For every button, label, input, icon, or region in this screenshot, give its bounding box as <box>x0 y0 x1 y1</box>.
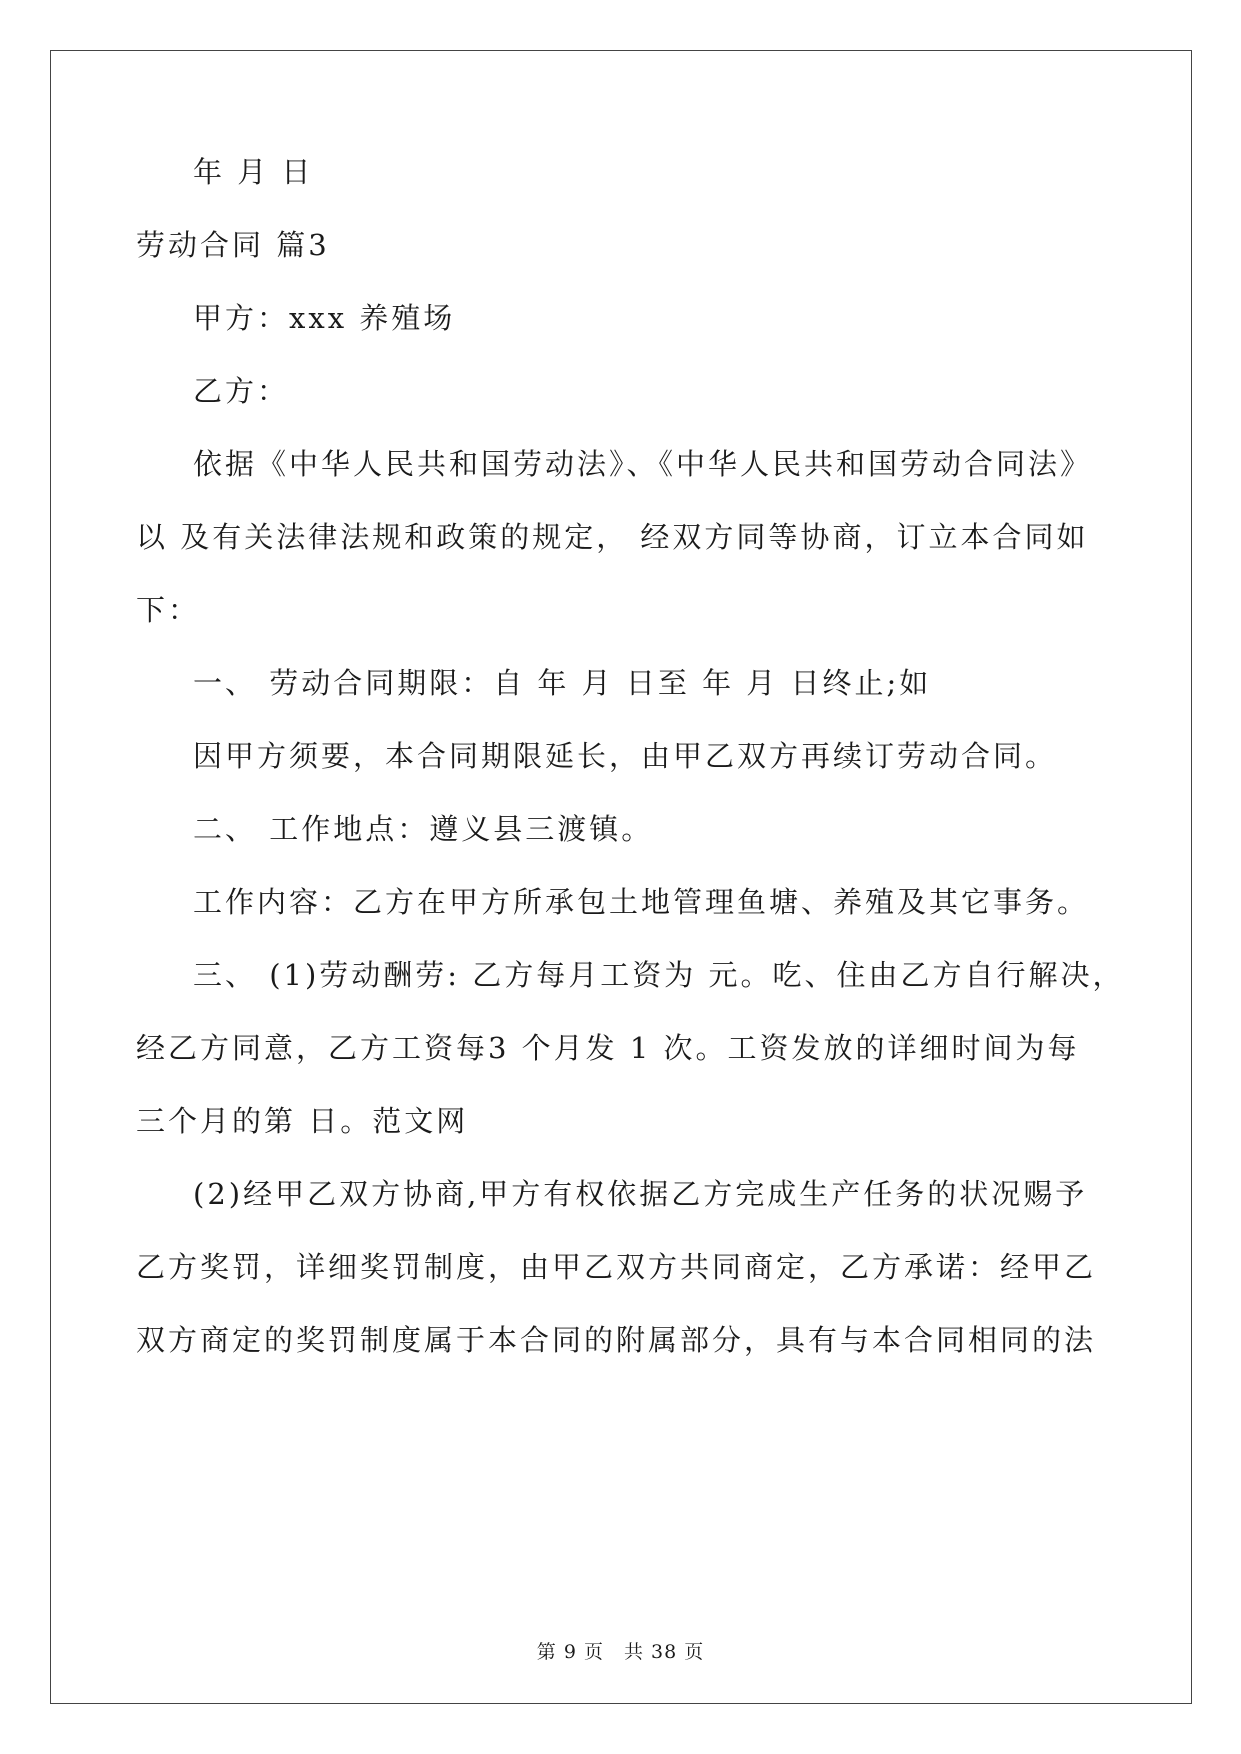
page-number: 第 9 页 共 38 页 <box>536 1641 705 1663</box>
clause-3-line: 经乙方同意，乙方工资每3 个月发 1 次。工资发放的详细时间为每 <box>136 1031 1080 1065</box>
clause-3-2-line: 乙方奖罚，详细奖罚制度，由甲乙双方共同商定，乙方承诺：经甲乙 <box>136 1250 1097 1284</box>
party-b-line: 乙方： <box>193 374 290 408</box>
clause-1-line: 一、 劳动合同期限：自 年 月 日至 年 月 日终止;如 <box>193 666 932 700</box>
paragraph-line: 下： <box>136 593 201 627</box>
paragraph-line: 依据《中华人民共和国劳动法》、《中华人民共和国劳动合同法》 <box>193 447 1093 481</box>
clause-3-line: 三个月的第 日。范文网 <box>136 1104 469 1138</box>
clause-3-line: 三、 (1)劳动酬劳: 乙方每月工资为 元。吃、住由乙方自行解决， <box>193 958 1125 992</box>
clause-1-line: 因甲方须要，本合同期限延长，由甲乙双方再续订劳动合同。 <box>193 739 1058 773</box>
section-title: 劳动合同 篇3 <box>136 228 330 262</box>
date-line: 年 月 日 <box>193 155 314 189</box>
paragraph-line: 以 及有关法律法规和政策的规定， 经双方同等协商，订立本合同如 <box>136 520 1089 554</box>
clause-3-2-line: 双方商定的奖罚制度属于本合同的附属部分，具有与本合同相同的法 <box>136 1323 1097 1357</box>
clause-2-line: 二、 工作地点：遵义县三渡镇。 <box>193 812 654 846</box>
party-a-line: 甲方：xxx 养殖场 <box>193 301 456 335</box>
work-content-line: 工作内容：乙方在甲方所承包土地管理鱼塘、养殖及其它事务。 <box>193 885 1090 919</box>
clause-3-2-line: (2)经甲乙双方协商,甲方有权依据乙方完成生产任务的状况赐予 <box>193 1177 1088 1211</box>
